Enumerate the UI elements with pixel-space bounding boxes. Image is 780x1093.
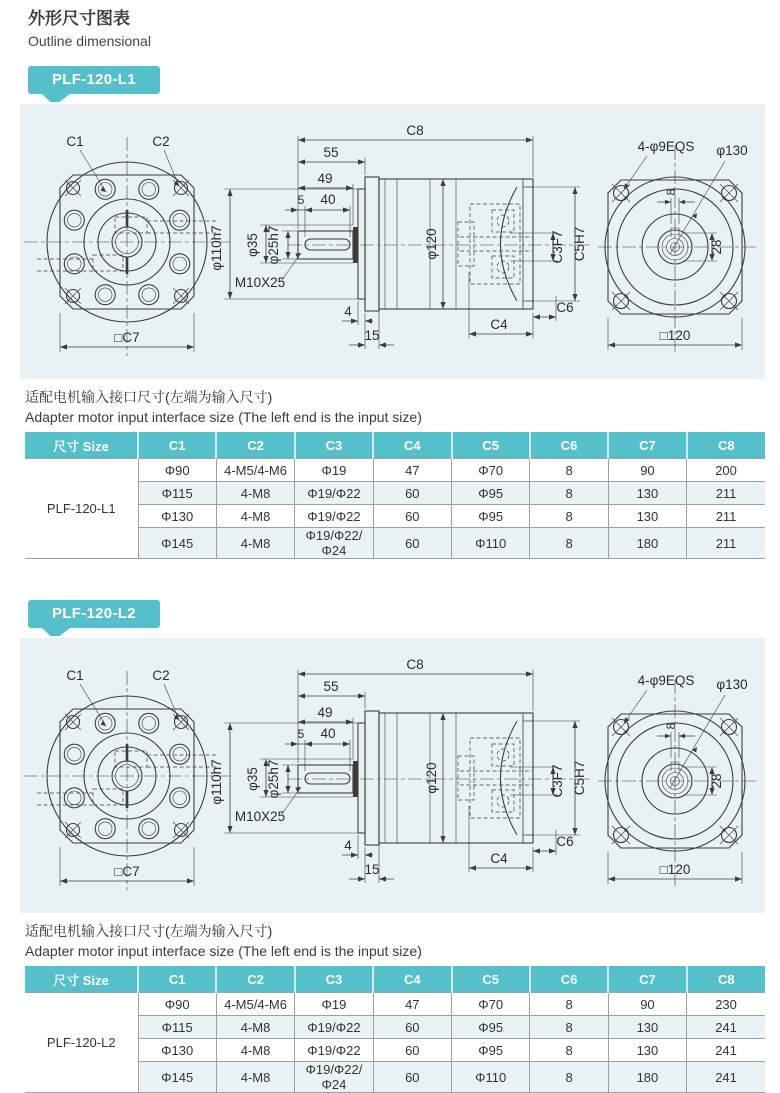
back-view — [598, 139, 758, 354]
model-cell: PLF-120-L1 — [25, 459, 138, 559]
dim-label: C8 — [406, 657, 424, 672]
table-cell: 4-M8 — [216, 1039, 294, 1062]
col-header: C6 — [530, 966, 608, 993]
section-plf-120-l1 — [0, 50, 780, 559]
col-header: C2 — [216, 432, 294, 459]
caption-zh: 适配电机输入接口尺寸(左端为输入尺寸) — [25, 923, 273, 939]
table-cell: Φ95 — [452, 482, 530, 505]
dim-label: 55 — [323, 679, 339, 694]
table-cell: 130 — [608, 505, 686, 528]
table-cell: 60 — [373, 1016, 451, 1039]
dim-label: φ120 — [424, 228, 439, 260]
table-cell: Φ95 — [452, 505, 530, 528]
dim-label: C8 — [406, 123, 424, 138]
table-cell: Φ19/Φ22 — [295, 482, 373, 505]
table-cell: Φ19/Φ22/Φ24 — [295, 528, 373, 559]
front-view — [24, 668, 232, 890]
dim-label: C6 — [556, 834, 574, 849]
caption-zh: 适配电机输入接口尺寸(左端为输入尺寸) — [25, 389, 273, 405]
table-cell: 4-M8 — [216, 505, 294, 528]
dim-label: C5H7 — [572, 760, 587, 796]
dim-label: 4-φ9EQS — [637, 139, 695, 154]
dim-label: □C7 — [114, 864, 140, 879]
table-cell: 4-M8 — [216, 1016, 294, 1039]
table-cell: 8 — [530, 528, 608, 559]
dim-label: M10X25 — [234, 275, 286, 290]
table-cell: 211 — [687, 482, 765, 505]
front-view — [24, 134, 232, 356]
dim-label: 15 — [364, 328, 380, 343]
table-cell: 241 — [687, 1016, 765, 1039]
table-cell: Φ130 — [138, 505, 216, 528]
table-cell: 4-M8 — [216, 1062, 294, 1093]
drawing-panel-l2 — [20, 638, 765, 913]
dim-label: φ35 — [245, 767, 260, 791]
table-cell: 180 — [608, 528, 686, 559]
outline-drawing — [20, 638, 765, 913]
table-cell: 130 — [608, 1039, 686, 1062]
table-cell: Φ90 — [138, 459, 216, 482]
table-cell: Φ115 — [138, 1016, 216, 1039]
table-cell: Φ70 — [452, 993, 530, 1016]
dim-label: C4 — [490, 851, 508, 866]
table-cell: Φ145 — [138, 1062, 216, 1093]
table-cell: 8 — [530, 482, 608, 505]
table-cell: Φ19 — [295, 993, 373, 1016]
table-cell: 90 — [608, 459, 686, 482]
dim-label: 49 — [317, 705, 333, 720]
outline-drawing — [20, 104, 765, 379]
side-view — [235, 123, 590, 349]
dim-label: φ110h7 — [209, 759, 224, 805]
table-cell: 211 — [687, 505, 765, 528]
model-badge — [28, 600, 160, 628]
dim-label: □C7 — [114, 330, 140, 345]
table-cell: 60 — [373, 1062, 451, 1093]
dim-label: 8 — [664, 188, 678, 196]
dim-label: 5 — [297, 193, 305, 207]
table-cell: Φ90 — [138, 993, 216, 1016]
table-cell: Φ19 — [295, 459, 373, 482]
table-cell: 8 — [530, 993, 608, 1016]
page-title: 外形尺寸图表 — [28, 9, 130, 28]
dim-label: □120 — [659, 862, 691, 877]
col-header: C7 — [608, 432, 686, 459]
table-cell: Φ110 — [452, 528, 530, 559]
badge-tail — [42, 94, 70, 102]
model-cell: PLF-120-L2 — [25, 993, 138, 1093]
section-plf-120-l2 — [0, 584, 780, 1093]
table-header-row — [25, 966, 765, 993]
table-cell: 200 — [687, 459, 765, 482]
col-header: C8 — [687, 432, 765, 459]
table-cell: Φ19/Φ22 — [295, 505, 373, 528]
table-cell: 4-M8 — [216, 482, 294, 505]
table-cell: Φ115 — [138, 482, 216, 505]
dim-label: φ25h7 — [266, 225, 281, 265]
dim-label: C4 — [490, 317, 508, 332]
col-header: C4 — [373, 966, 451, 993]
dim-label: C6 — [556, 300, 574, 315]
badge-tail — [42, 628, 70, 636]
table-cell: 8 — [530, 1039, 608, 1062]
table-cell: 230 — [687, 993, 765, 1016]
dim-label: 4 — [344, 304, 352, 319]
dim-label: 5 — [297, 727, 305, 741]
table-cell: 241 — [687, 1039, 765, 1062]
model-badge-label: PLF-120-L1 — [52, 71, 136, 88]
dim-label: 28 — [709, 773, 724, 789]
dim-label: 40 — [320, 726, 336, 741]
table-cell: 47 — [373, 993, 451, 1016]
table-cell: 8 — [530, 1062, 608, 1093]
drawing-panel-l1 — [20, 104, 765, 379]
table-cell: 8 — [530, 1016, 608, 1039]
table-cell: 60 — [373, 482, 451, 505]
col-header: C1 — [138, 966, 216, 993]
dim-label: M10X25 — [234, 809, 286, 824]
table-cell: 47 — [373, 459, 451, 482]
table-cell: Φ19/Φ22/Φ24 — [295, 1062, 373, 1093]
col-header: C5 — [452, 966, 530, 993]
col-header-size: 尺寸 Size — [25, 432, 138, 459]
col-header: C7 — [608, 966, 686, 993]
dim-label: C2 — [152, 134, 170, 149]
table-cell: Φ145 — [138, 528, 216, 559]
table-cell: 241 — [687, 1062, 765, 1093]
model-badge — [28, 66, 160, 94]
dimension-table-l2 — [25, 966, 765, 1093]
side-view — [235, 657, 590, 883]
col-header: C8 — [687, 966, 765, 993]
dim-label: C1 — [66, 668, 84, 683]
table-cell: 60 — [373, 1039, 451, 1062]
table-cell: Φ70 — [452, 459, 530, 482]
col-header: C4 — [373, 432, 451, 459]
col-header: C6 — [530, 432, 608, 459]
back-view — [598, 673, 758, 888]
dim-label: φ110h7 — [209, 225, 224, 271]
table-cell: 8 — [530, 505, 608, 528]
dim-label: φ130 — [716, 677, 748, 692]
caption-en: Adapter motor input interface size (The left end is the input size) — [25, 943, 422, 959]
table-cell: 8 — [530, 459, 608, 482]
dim-label: 8 — [664, 722, 678, 730]
dim-label: φ25h7 — [266, 759, 281, 799]
dim-label: C1 — [66, 134, 84, 149]
table-cell: 211 — [687, 528, 765, 559]
table-cell: 60 — [373, 528, 451, 559]
table-cell: 4-M8 — [216, 528, 294, 559]
table-cell: Φ130 — [138, 1039, 216, 1062]
table-row — [25, 993, 765, 1016]
dim-label: φ35 — [245, 233, 260, 257]
dim-label: □120 — [659, 328, 691, 343]
table-cell: Φ95 — [452, 1016, 530, 1039]
dim-label: 28 — [709, 239, 724, 255]
dim-label: C3F7 — [550, 230, 565, 264]
table-cell: 180 — [608, 1062, 686, 1093]
dim-label: C2 — [152, 668, 170, 683]
dim-label: 40 — [320, 192, 336, 207]
col-header: C2 — [216, 966, 294, 993]
table-cell: Φ110 — [452, 1062, 530, 1093]
dim-label: 49 — [317, 171, 333, 186]
table-cell: Φ19/Φ22 — [295, 1039, 373, 1062]
table-cell: 4-M5/4-M6 — [216, 993, 294, 1016]
dim-label: 55 — [323, 145, 339, 160]
table-cell: Φ19/Φ22 — [295, 1016, 373, 1039]
col-header-size: 尺寸 Size — [25, 966, 138, 993]
table-row — [25, 459, 765, 482]
dim-label: 15 — [364, 862, 380, 877]
table-cell: Φ95 — [452, 1039, 530, 1062]
caption-en: Adapter motor input interface size (The left end is the input size) — [25, 409, 422, 425]
col-header: C3 — [295, 966, 373, 993]
model-badge-label: PLF-120-L2 — [52, 605, 136, 622]
dim-label: 4-φ9EQS — [637, 673, 695, 688]
dim-label: C5H7 — [572, 226, 587, 262]
table-cell: 60 — [373, 505, 451, 528]
col-header: C1 — [138, 432, 216, 459]
page-subtitle: Outline dimensional — [28, 33, 151, 49]
dim-label: C3F7 — [550, 764, 565, 798]
table-cell: 130 — [608, 1016, 686, 1039]
table-cell: 90 — [608, 993, 686, 1016]
table-header-row — [25, 432, 765, 459]
dim-label: φ130 — [716, 143, 748, 158]
col-header: C3 — [295, 432, 373, 459]
table-cell: 130 — [608, 482, 686, 505]
dim-label: φ120 — [424, 762, 439, 794]
dimension-table-l1 — [25, 432, 765, 559]
dim-label: 4 — [344, 838, 352, 853]
table-cell: 4-M5/4-M6 — [216, 459, 294, 482]
col-header: C5 — [452, 432, 530, 459]
page-header — [0, 0, 780, 50]
